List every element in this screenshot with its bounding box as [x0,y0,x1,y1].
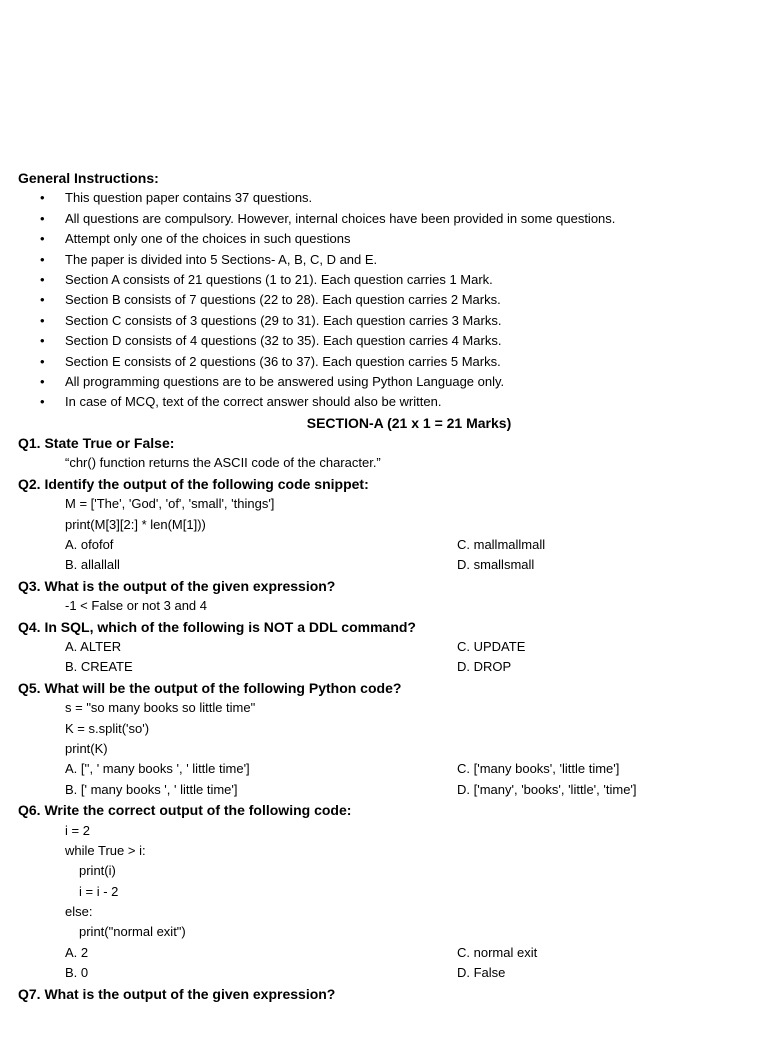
q2-options-row [0,555,768,575]
instruction-item: • In case of MCQ, text of the correct answer should also be written. [0,392,768,412]
instruction-item: • Section D consists of 4 questions (32 to 35). Each question carries 4 Marks. [0,331,768,351]
q5-code-line: print(K) [65,740,108,756]
q1-statement: “chr() function returns the ASCII code of the character.” [65,455,381,471]
instruction-item: • The paper is divided into 5 Sections- A, B, C, D and E. [0,250,768,270]
q6-question: Q6. Write the correct output of the following code: [18,802,352,819]
q6-code-line: while True > i: [65,842,146,858]
q5-options-row [0,759,768,779]
instruction-item: • Attempt only one of the choices in such questions [0,229,768,249]
q2-option-c: C. mallmallmall [457,537,546,553]
q2-option-d: D. smallsmall [457,557,535,573]
q5-option-b: B. [' many books ', ' little time'] [65,781,238,797]
q2-code-line: M = ['The', 'God', 'of', 'small', 'things'] [65,496,275,512]
q2-question: Q2. Identify the output of the following code snippet: [18,475,369,492]
q6-code-line: i = 2 [65,822,90,838]
instruction-item: • This question paper contains 37 questions. [0,188,768,208]
q6-code-line: i = i - 2 [79,883,119,899]
q4-option-a: A. ALTER [65,638,122,654]
q6-option-b: B. 0 [65,965,89,981]
q3-question: Q3. What is the output of the given expression? [18,577,336,594]
q2-option-b: B. allallall [65,557,120,573]
instructions-list [0,188,768,412]
q4-option-d: D. DROP [457,659,512,675]
q6-code-line: print("normal exit") [79,924,186,940]
q5-option-a: A. ['', ' many books ', ' little time'] [65,761,250,777]
instruction-item: • Section A consists of 21 questions (1 to 21). Each question carries 1 Mark. [0,270,768,290]
section-a-title: SECTION-A (21 x 1 = 21 Marks) [306,414,512,431]
q5-code-line: K = s.split('so') [65,720,150,736]
q5-option-d: D. ['many', 'books', 'little', 'time'] [457,781,637,797]
q2-code-line: print(M[3][2:] * len(M[1])) [65,516,206,532]
q6-options-row [0,963,768,983]
q6-code-line: print(i) [79,863,116,879]
q4-question: Q4. In SQL, which of the following is NOT a DDL command? [18,618,416,635]
question-paper [0,168,768,1004]
q4-option-c: C. UPDATE [457,638,526,654]
instruction-item: • Section C consists of 3 questions (29 to 31). Each question carries 3 Marks. [0,311,768,331]
q4-options-row [0,637,768,657]
q5-question: Q5. What will be the output of the following Python code? [18,679,402,696]
instruction-item: • All questions are compulsory. However, internal choices have been provided in some questions. [0,209,768,229]
q4-options-row [0,657,768,677]
q2-option-a: A. ofofof [65,537,114,553]
q6-options-row [0,943,768,963]
q1-question: Q1. State True or False: [18,435,175,452]
q6-option-c: C. normal exit [457,944,538,960]
q6-option-a: A. 2 [65,944,89,960]
instruction-item: • All programming questions are to be answered using Python Language only. [0,372,768,392]
q7-question: Q7. What is the output of the given expression? [18,985,336,1002]
q5-options-row [0,780,768,800]
instruction-item: • Section E consists of 2 questions (36 to 37). Each question carries 5 Marks. [0,352,768,372]
q5-code-line: s = "so many books so little time" [65,700,256,716]
instruction-item: • Section B consists of 7 questions (22 to 28). Each question carries 2 Marks. [0,290,768,310]
q6-option-d: D. False [457,965,506,981]
q4-option-b: B. CREATE [65,659,133,675]
q5-option-c: C. ['many books', 'little time'] [457,761,620,777]
q6-code-line: else: [65,904,93,920]
q3-expression: -1 < False or not 3 and 4 [65,598,208,614]
instructions-title: General Instructions: [18,170,159,186]
q2-options-row [0,535,768,555]
